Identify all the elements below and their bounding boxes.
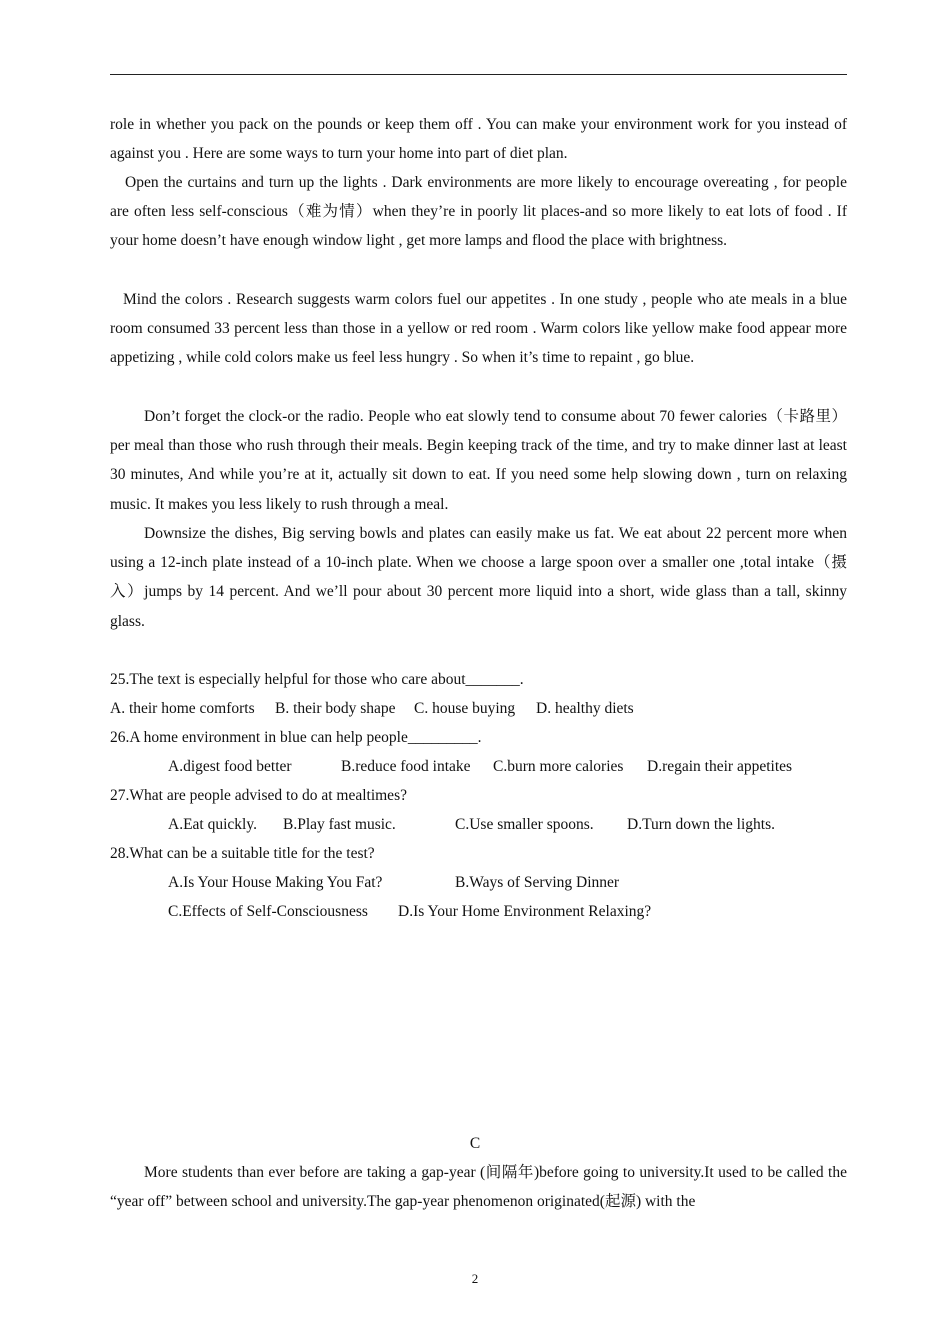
passage-b-paragraph-5: Downsize the dishes, Big serving bowls and plates can easily make us fat. We eat about 22 percent more when using a 12-inch plate instead of a 10-inch plate. When we choose a large spoon over a smaller one ,total intake（摄入）jumps by 14 percent. And we’ll pour about 30 percent more liquid into a short, wide glass than a tall, skinny glass. xyxy=(110,525,847,630)
passage-b-paragraph-1: role in whether you pack on the pounds or keep them off . You can make your environment work for you instead of against you . Here are some ways to turn your home into part of diet plan. xyxy=(110,116,847,163)
question-26-option-b: B.reduce food intake xyxy=(341,758,471,775)
question-27-option-b: B.Play fast music. xyxy=(283,816,396,833)
question-25-option-c: C. house buying xyxy=(414,700,516,717)
question-28-option-a: A.Is Your House Making You Fat? xyxy=(168,874,383,891)
question-27-stem: 27.What are people advised to do at mealtimes? xyxy=(110,787,407,804)
question-25-option-a: A. their home comforts xyxy=(110,700,255,717)
passage-c-paragraph: More students than ever before are taking a gap-year (间隔年)before going to university.It used to be called the “year off” between school and university.The gap-year phenomenon originated(起源) with the xyxy=(110,1164,847,1211)
question-26-stem: 26.A home environment in blue can help people_________. xyxy=(110,729,482,746)
header-rule xyxy=(110,74,847,75)
question-25-option-b: B. their body shape xyxy=(275,700,396,717)
question-26-option-c: C.burn more calories xyxy=(493,758,624,775)
question-28-stem: 28.What can be a suitable title for the test? xyxy=(110,845,375,862)
question-25-stem: 25.The text is especially helpful for those who care about_______. xyxy=(110,671,524,688)
passage-c-heading: C xyxy=(469,1135,481,1152)
question-28-option-d: D.Is Your Home Environment Relaxing? xyxy=(398,903,652,920)
question-27-option-c: C.Use smaller spoons. xyxy=(455,816,594,833)
page-number: 2 xyxy=(471,1271,479,1286)
question-25-option-d: D. healthy diets xyxy=(536,700,634,717)
question-26-option-a: A.digest food better xyxy=(168,758,292,775)
question-26-option-d: D.regain their appetites xyxy=(647,758,793,775)
passage-b-paragraph-4: Don’t forget the clock-or the radio. People who eat slowly tend to consume about 70 fewer calories（卡路里） per meal than those who rush through their meals. Begin keeping track of the time, and try to make dinner last at least 30 minutes, And while you’re at it, actually sit down to eat. If you need some help slowing down , turn on relaxing music. It makes you less likely to rush through a meal. xyxy=(110,408,847,513)
question-28-option-b: B.Ways of Serving Dinner xyxy=(455,874,620,891)
question-27-option-a: A.Eat quickly. xyxy=(168,816,257,833)
question-27-option-d: D.Turn down the lights. xyxy=(627,816,775,833)
passage-b-paragraph-2: Open the curtains and turn up the lights . Dark environments are more likely to encourage overeating , for people are often less self-conscious（难为情）when they’re in poorly lit places-and so more likely to eat lots of food . If your home doesn’t have enough window light , get more lamps and flood the place with brightness. xyxy=(110,174,847,250)
passage-b-paragraph-3: Mind the colors . Research suggests warm colors fuel our appetites . In one study , people who ate meals in a blue room consumed 33 percent less than those in a yellow or red room . Warm colors like yellow make food appear more appetizing , while cold colors make us feel less hungry . So when it’s time to repaint , go blue. xyxy=(110,291,847,367)
question-28-option-c: C.Effects of Self-Consciousness xyxy=(168,903,368,920)
